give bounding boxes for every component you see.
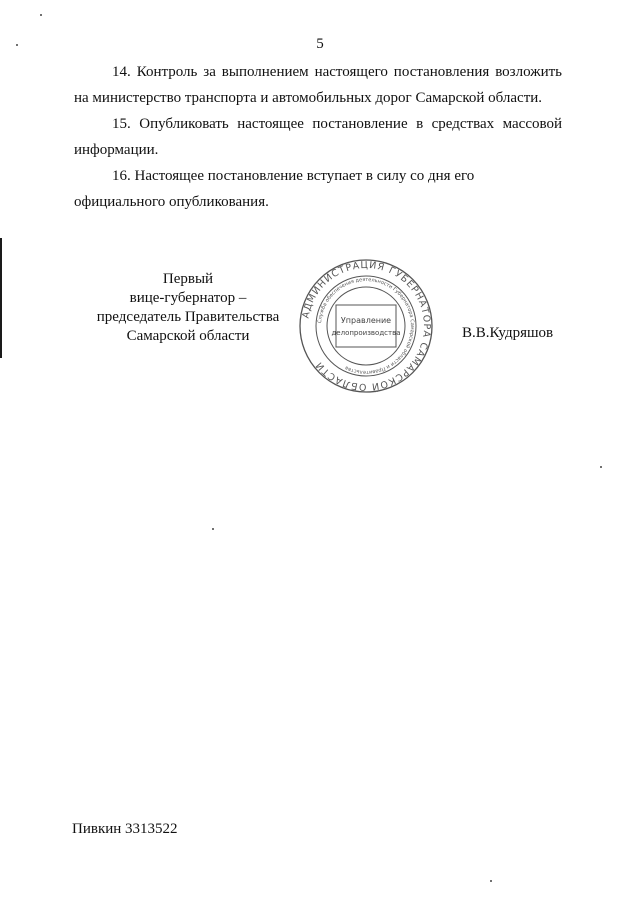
signature-position xyxy=(88,270,288,346)
paragraph-line: информации. xyxy=(74,142,159,158)
author-line: Пивкин 3313522 xyxy=(72,821,178,837)
paragraph-15 xyxy=(74,111,562,163)
scan-speck xyxy=(212,528,214,530)
paragraph-16 xyxy=(74,163,562,215)
page-number: 5 xyxy=(316,36,324,52)
position-line: вице-губернатор – xyxy=(129,290,247,306)
paragraph-line: официального опубликования. xyxy=(74,194,269,210)
signer-name: В.В.Кудряшов xyxy=(462,325,554,341)
scan-edge-mark xyxy=(0,238,2,358)
paragraph-14 xyxy=(74,59,562,111)
seal-center-box xyxy=(336,305,396,347)
scan-speck xyxy=(490,880,492,882)
official-seal xyxy=(296,258,436,394)
paragraph-number: 14. xyxy=(112,64,131,80)
position-line: Самарской области xyxy=(126,328,250,344)
paragraph-line: Настоящее постановление вступает в силу со дня его xyxy=(134,168,475,184)
paragraph-line: Опубликовать настоящее постановление в средствах массовой xyxy=(139,116,562,132)
seal-center-line: делопроизводства xyxy=(331,329,401,337)
paragraph-line: на министерство транспорта и автомобильных дорог Самарской области. xyxy=(74,90,543,106)
seal-outer-text: АДМИНИСТРАЦИЯ ГУБЕРНАТОРА САМАРСКОЙ ОБЛАСТИ xyxy=(300,259,433,393)
paragraph-number: 15. xyxy=(112,116,131,132)
position-line: Первый xyxy=(162,271,214,287)
paragraph-line: Контроль за выполнением настоящего постановления возложить xyxy=(136,64,563,80)
scan-speck xyxy=(600,466,602,468)
paragraph-number: 16. xyxy=(112,168,131,184)
seal-inner-text: Служба обеспечения деятельности Губернатора Самарской области и Правительства xyxy=(317,276,416,376)
position-line: председатель Правительства xyxy=(96,309,280,325)
seal-center-line: Управление xyxy=(340,316,392,325)
scan-speck xyxy=(40,14,42,16)
